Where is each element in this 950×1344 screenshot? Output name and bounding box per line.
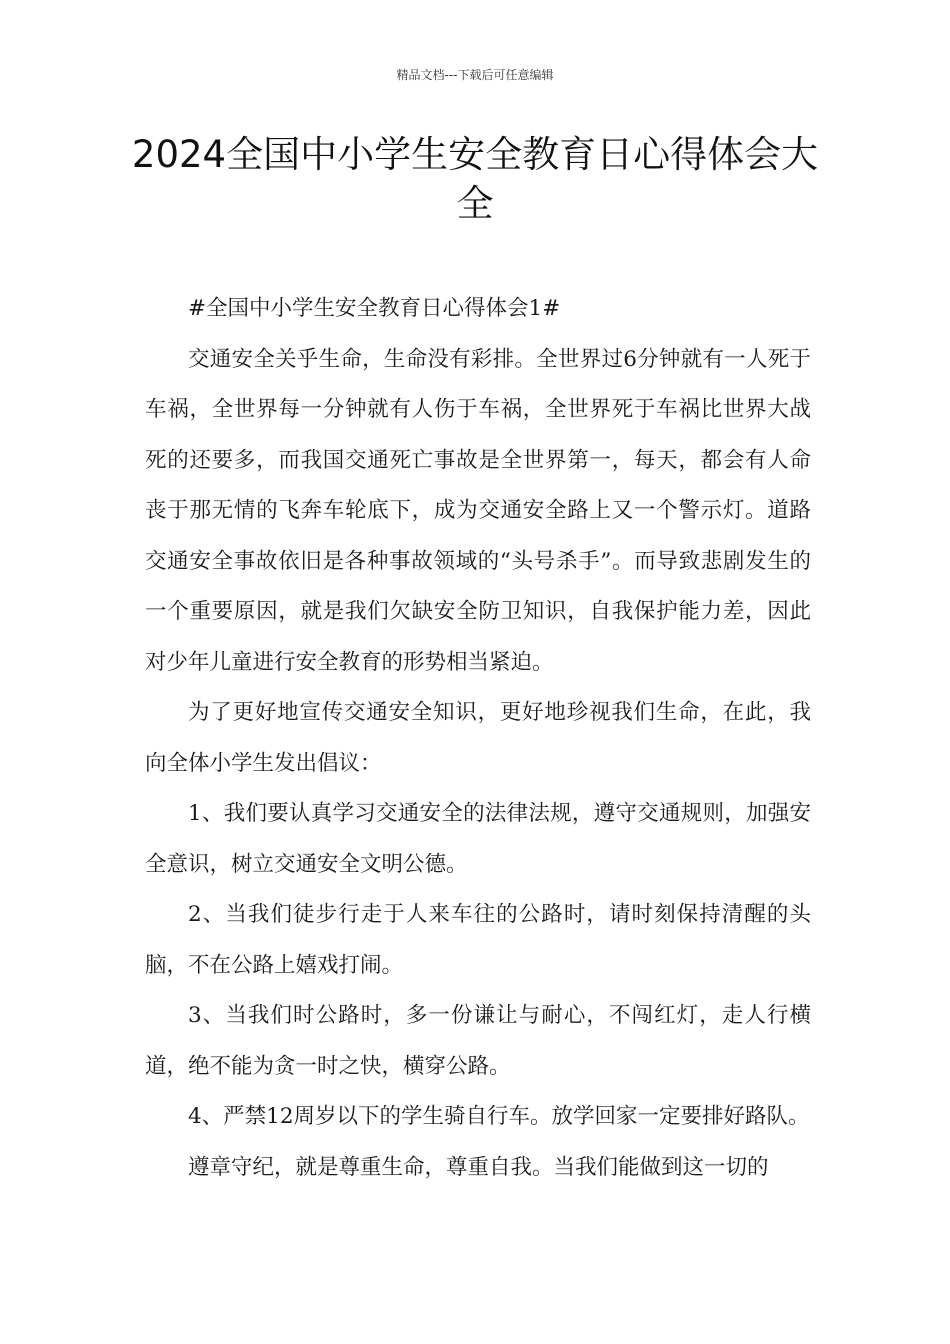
list-item: 2、当我们徒步行走于人来车往的公路时，请时刻保持清醒的头脑，不在公路上嬉戏打闹。 xyxy=(145,902,811,978)
list-item: 3、当我们时公路时，多一份谦让与耐心，不闯红灯，走人行横道，绝不能为贪一时之快，横穿公路。 xyxy=(145,1003,811,1079)
section-heading: #全国中小学生安全教育日心得体会1# xyxy=(188,296,561,321)
list-item: 1、我们要认真学习交通安全的法律法规，遵守交通规则，加强安全意识，树立交通安全文明公德。 xyxy=(145,801,811,877)
document-body xyxy=(145,284,811,1193)
body-paragraph: 交通安全关乎生命，生命没有彩排。全世界过6分钟就有一人死于车祸，全世界每一分钟就有人伤于车祸，全世界死于车祸比世界大战死的还要多，而我国交通死亡事故是全世界第一，每天，都会有人命丧于那无情的飞奔车轮底下，成为交通安全路上又一个警示灯。道路交通安全事故依旧是各种事故领域的“头号杀手”。而导致悲剧发生的一个重要原因，就是我们欠缺安全防卫知识，自我保护能力差，因此对少年儿童进行安全教育的形势相当紧迫。 xyxy=(145,346,811,675)
list-item: 4、严禁12周岁以下的学生骑自行车。放学回家一定要排好路队。 xyxy=(188,1104,810,1129)
page-header: 精品文档---下载后可任意编辑 xyxy=(396,68,554,82)
body-paragraph: 为了更好地宣传交通安全知识，更好地珍视我们生命，在此，我向全体小学生发出倡议： xyxy=(145,700,811,776)
document-title: 2024全国中小学生安全教育日心得体会大全 xyxy=(131,133,819,225)
body-paragraph: 遵章守纪，就是尊重生命，尊重自我。当我们能做到这一切的 xyxy=(188,1154,769,1180)
